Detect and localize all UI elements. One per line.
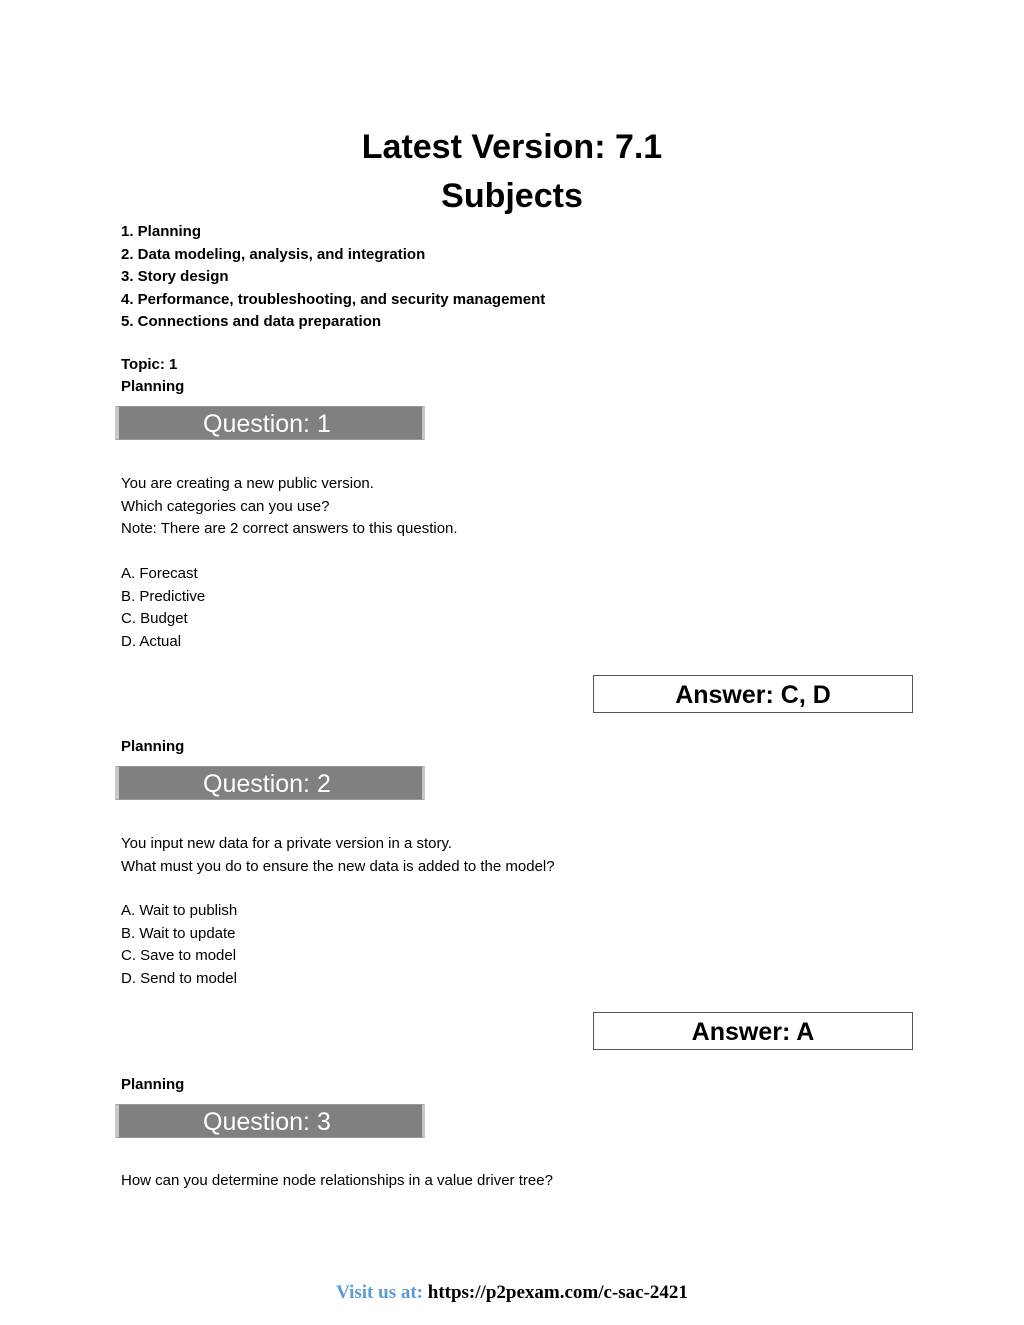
question-1-heading-bar <box>115 406 425 440</box>
subject-item: 1. Planning <box>121 223 202 240</box>
subject-item: 4. Performance, troubleshooting, and security management <box>121 290 546 308</box>
question-2-answer: Answer: A <box>593 1012 913 1050</box>
question-3-heading-bar <box>115 1104 425 1138</box>
prompt-line: Note: There are 2 correct answers to this question. <box>121 520 458 537</box>
question-2-heading: Question: 2 <box>203 770 331 798</box>
option-item: B. Wait to update <box>121 924 236 942</box>
subject-item: 3. Story design <box>121 268 229 286</box>
option-item: C. Save to model <box>121 947 237 964</box>
question-3-prompt <box>121 1170 553 1193</box>
option-item: A. Wait to publish <box>121 902 238 919</box>
option-item: B. Predictive <box>121 587 206 605</box>
footer-url-link[interactable]: https://p2pexam.com/c-sac-2421 <box>427 1282 688 1303</box>
footer <box>0 1282 1024 1304</box>
page-title: Latest Version: 7.1 <box>361 128 663 166</box>
topic-name: Planning <box>121 378 185 395</box>
topic-number: Topic: 1 <box>121 356 178 373</box>
question-2-section: Planning <box>121 738 185 755</box>
subject-item: 2. Data modeling, analysis, and integration <box>121 245 426 263</box>
question-2-options <box>121 900 237 990</box>
prompt-line: How can you determine node relationships in a value driver tree? <box>121 1172 553 1189</box>
prompt-line: Which categories can you use? <box>121 497 330 515</box>
option-item: A. Forecast <box>121 565 198 582</box>
option-item: D. Send to model <box>121 969 237 987</box>
question-2-prompt <box>121 833 555 878</box>
footer-visit-label: Visit us at: <box>336 1282 423 1303</box>
question-3-heading: Question: 3 <box>203 1108 331 1136</box>
question-1-answer: Answer: C, D <box>593 675 913 713</box>
page-subtitle: Subjects <box>441 177 583 215</box>
question-1-options <box>121 563 205 653</box>
subject-item: 5. Connections and data preparation <box>121 313 382 331</box>
question-3-section: Planning <box>121 1076 185 1093</box>
question-2-heading-bar <box>115 766 425 800</box>
option-item: D. Actual <box>121 632 182 650</box>
prompt-line: You are creating a new public version. <box>121 475 374 492</box>
prompt-line: You input new data for a private version in a story. <box>121 835 453 852</box>
question-1-prompt <box>121 473 458 541</box>
prompt-line: What must you do to ensure the new data is added to the model? <box>121 857 555 875</box>
subjects-list <box>121 221 545 334</box>
option-item: C. Budget <box>121 610 188 627</box>
question-1-heading: Question: 1 <box>203 410 331 438</box>
